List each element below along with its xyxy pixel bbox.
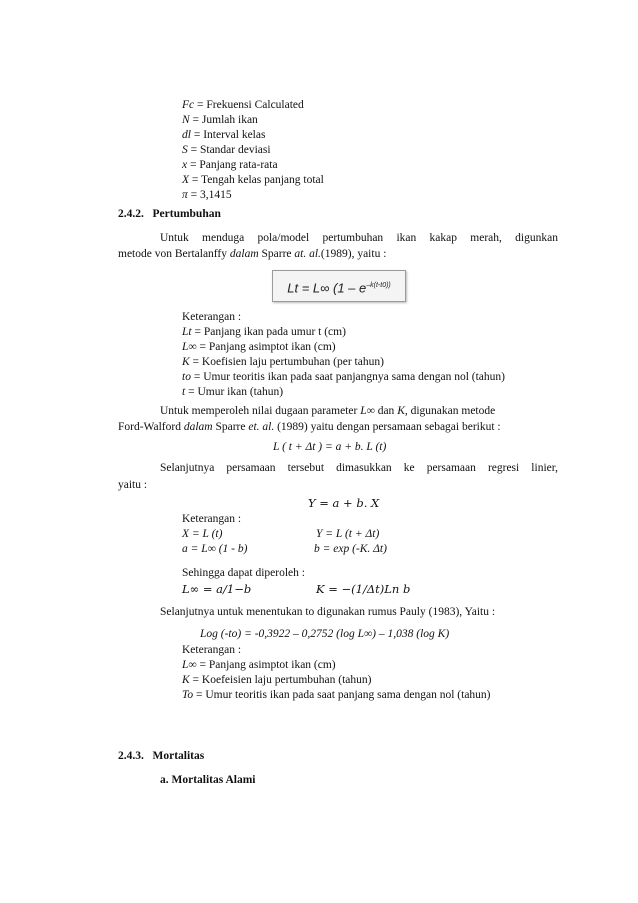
- legend-item: dl = Interval kelas: [182, 129, 266, 141]
- keterangan-item: L∞ = Panjang asimptot ikan (cm): [182, 659, 336, 671]
- equation-regression: Y = a + b. X: [308, 496, 380, 510]
- equation-ford-walford: L ( t + Δt ) = a + b. L (t): [273, 441, 387, 453]
- keterangan-item: Y = L (t + Δt): [316, 528, 380, 540]
- legend-item: Fc = Frekuensi Calculated: [182, 99, 304, 111]
- paragraph-line: Ford-Walford dalam Sparre et. al. (1989) yaitu dengan persamaan sebagai berikut :: [118, 421, 501, 433]
- keterangan-item: b = exp (-K. Δt): [314, 543, 387, 555]
- paragraph-line: Selanjutnya untuk menentukan to digunakan rumus Pauly (1983), Yaitu :: [160, 606, 496, 618]
- paragraph-line: Selanjutnya persamaan tersebut dimasukkan ke persamaan regresi linier,: [160, 462, 558, 474]
- legend-item: N = Jumlah ikan: [182, 114, 258, 126]
- legend-item: S = Standar deviasi: [182, 144, 271, 156]
- section-heading-pertumbuhan: [118, 207, 221, 221]
- keterangan-item: K = Koefisien laju pertumbuhan (per tahun): [182, 356, 384, 368]
- sehingga-text: Sehingga dapat diperoleh :: [182, 567, 305, 579]
- keterangan-label: Keterangan :: [182, 513, 242, 525]
- keterangan-item: K = Koefeisien laju pertumbuhan (tahun): [182, 674, 372, 686]
- paragraph-line: yaitu :: [118, 479, 148, 491]
- keterangan-item: X = L (t): [182, 528, 223, 540]
- keterangan-item: To = Umur teoritis ikan pada saat panjang sama dengan nol (tahun): [182, 689, 491, 701]
- legend-item: X = Tengah kelas panjang total: [182, 174, 324, 186]
- paragraph-line: metode von Bertalanffy dalam Sparre at. al.(1989), yaitu :: [118, 248, 387, 260]
- legend-item: x = Panjang rata-rata: [182, 159, 278, 171]
- keterangan-item: t = Umur ikan (tahun): [182, 386, 284, 398]
- keterangan-item: to = Umur teoritis ikan pada saat panjangnya sama dengan nol (tahun): [182, 371, 505, 383]
- keterangan-item: a = L∞ (1 - b): [182, 543, 248, 555]
- vbgf-formula: Lt = L∞ ($1 - e^{-k(t-t0))}$: [272, 270, 406, 302]
- section-number: 2.4.2.: [118, 208, 144, 220]
- paragraph-line: Untuk memperoleh nilai dugaan parameter L∞ dan K, digunakan metode: [160, 405, 496, 417]
- equation-k: K = −(1/Δt)Ln b: [316, 582, 411, 596]
- keterangan-item: L∞ = Panjang asimptot ikan (cm): [182, 341, 336, 353]
- equation-pauly: Log (-to) = -0,3922 – 0,2752 (log L∞) – 1,038 (log K): [200, 628, 450, 640]
- paragraph-line: Untuk menduga pola/model pertumbuhan ikan kakap merah, digunkan: [160, 232, 558, 244]
- subsection-heading: a. Mortalitas Alami: [160, 774, 256, 786]
- section-heading-mortalitas: [118, 749, 204, 763]
- keterangan-item: Lt = Panjang ikan pada umur t (cm): [182, 326, 346, 338]
- keterangan-label: Keterangan :: [182, 644, 242, 656]
- equation-linf: L∞ = a/1−b: [182, 582, 252, 596]
- section-title: Mortalitas: [152, 750, 205, 762]
- legend-item: π = 3,1415: [182, 189, 232, 201]
- keterangan-label: Keterangan :: [182, 311, 242, 323]
- section-title: Pertumbuhan: [152, 208, 221, 220]
- section-number: 2.4.3.: [118, 750, 144, 762]
